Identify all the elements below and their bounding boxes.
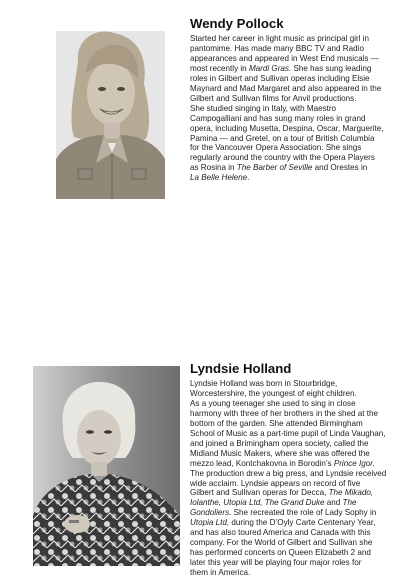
bio-italic-text: The Barber of Seville <box>236 163 313 173</box>
bio-text: for the Vancouver Opera Association. She sings <box>190 143 362 153</box>
bio-text: and <box>324 498 343 508</box>
bio-line <box>190 548 402 558</box>
bio-text: She studied singing in Italy, with Maestro <box>190 103 337 113</box>
bio-line <box>190 429 402 439</box>
bio-text: regularly around the country with the Opera Players <box>190 153 375 163</box>
bio-text: Pamina — and Gretel, on a tour of British Columbia <box>190 133 375 143</box>
wendy-pollock-bio <box>190 16 402 183</box>
bio-line <box>190 498 402 508</box>
bio-italic-text: Gondoliers. <box>190 508 232 518</box>
bio-line <box>190 409 402 419</box>
bio-text: and has also toured America and Canada with this <box>190 528 371 538</box>
bio-text: pantomime. Has made many BBC TV and Radio <box>190 43 364 53</box>
bio-text: School of Music as a part-time pupil of Linda Vaughan, <box>190 428 386 438</box>
bio-italic-text: Mardi Gras. <box>248 63 292 73</box>
bio-text: and joined a Brimingham opera society, called the <box>190 438 369 448</box>
bio-line <box>190 153 402 163</box>
bio-line <box>190 479 402 489</box>
bio-text: and Orestes in <box>312 163 368 173</box>
bio-line <box>190 34 402 44</box>
bio-line <box>190 449 402 459</box>
bio-line <box>190 104 402 114</box>
bio-line <box>190 94 402 104</box>
bio-text: appearances and appeared in West End musicals — <box>190 53 379 63</box>
bio-text: has performed concerts on Queen Elizabeth 2 and <box>190 548 371 558</box>
bio-text: Lyndsie Holland was born in Stourbridge, <box>190 379 338 388</box>
bio-text: harmony with three of her brothers in the shed at the <box>190 408 379 418</box>
bio-italic-text: Utopia Ltd, <box>190 518 230 528</box>
bio-text: opera, including Musetta, Despina, Oscar, Marguerite, <box>190 123 384 133</box>
bio-line <box>190 54 402 64</box>
bio-line <box>190 488 402 498</box>
bio-text: She recreated the role of Lady Sophy in <box>231 508 377 518</box>
bio-text: Gilbert and Sullivan films for Anvil productions. <box>190 93 357 103</box>
bio-text: She has sung leading <box>291 63 372 73</box>
wendy-pollock-text <box>190 34 402 183</box>
bio-text: Started her career in light music as principal girl in <box>190 34 370 43</box>
bio-text: as Rosina in <box>190 163 237 173</box>
bio-line <box>190 528 402 538</box>
bio-italic-text: La Belle Helene <box>190 173 248 183</box>
bio-line <box>190 469 402 479</box>
bio-text: Maynard and Mad Margaret and also appeared in the <box>190 83 382 93</box>
bio-line <box>190 84 402 94</box>
bio-line <box>190 508 402 518</box>
bio-line <box>190 568 402 578</box>
bio-line <box>190 439 402 449</box>
bio-line <box>190 134 402 144</box>
bio-line <box>190 114 402 124</box>
bio-line <box>190 538 402 548</box>
bio-line <box>190 518 402 528</box>
bio-text: most recently in <box>190 63 249 73</box>
bio-text: wide acclaim. Lyndsie appears on record of five <box>190 478 361 488</box>
bio-text: Worcestershire, the youngest of eight children. <box>190 388 357 398</box>
bio-line <box>190 143 402 153</box>
bio-text: roles in Gilbert and Sullivan operas including Elsie <box>190 73 370 83</box>
bio-text: Gilbert and Sullivan operas for Decca, <box>190 488 329 498</box>
bio-text: . <box>247 173 250 183</box>
bio-text: The production drew a big press, and Lyndsie received <box>190 468 387 478</box>
bio-text: As a young teenager she used to sing in close <box>190 398 356 408</box>
bio-text: company. For the World of Gilbert and Sullivan she <box>190 538 373 548</box>
bio-italic-text: Prince Igor. <box>333 458 375 468</box>
bio-line <box>190 163 402 173</box>
bio-text: bottom of the garden. She attended Birmingham <box>190 418 363 428</box>
bio-text: later this year will be playing four major roles for <box>190 558 362 568</box>
bio-italic-text: The Mikado, <box>328 488 374 498</box>
lyndsie-holland-text <box>190 379 402 578</box>
lyndsie-holland-name: Lyndsie Holland <box>190 361 292 376</box>
wendy-pollock-name: Wendy Pollock <box>190 16 284 31</box>
bio-line <box>190 64 402 74</box>
wendy-pollock-photo <box>56 31 165 199</box>
bio-text: Midland Music Makers, where she was offered the <box>190 448 370 458</box>
lyndsie-holland-photo <box>33 366 180 566</box>
bio-italic-text: Iolanthe, Utopia Ltd, The Grand Duke <box>190 498 325 508</box>
bio-line <box>190 173 402 183</box>
bio-line <box>190 379 402 389</box>
lyndsie-holland-bio <box>190 361 402 578</box>
bio-text: during the D’Oyly Carte Centenary Year, <box>229 518 376 528</box>
bio-line <box>190 389 402 399</box>
bio-line <box>190 74 402 84</box>
bio-line <box>190 399 402 409</box>
bio-text: Campogalliani and has sung many roles in grand <box>190 113 366 123</box>
bio-italic-text: The <box>342 498 357 508</box>
bio-line <box>190 558 402 568</box>
bio-text: mezzo lead, Kontchakovna in Borodin’s <box>190 458 334 468</box>
bio-line <box>190 124 402 134</box>
bio-line <box>190 459 402 469</box>
bio-line <box>190 419 402 429</box>
bio-line <box>190 44 402 54</box>
bio-text: them in America. <box>190 568 251 578</box>
